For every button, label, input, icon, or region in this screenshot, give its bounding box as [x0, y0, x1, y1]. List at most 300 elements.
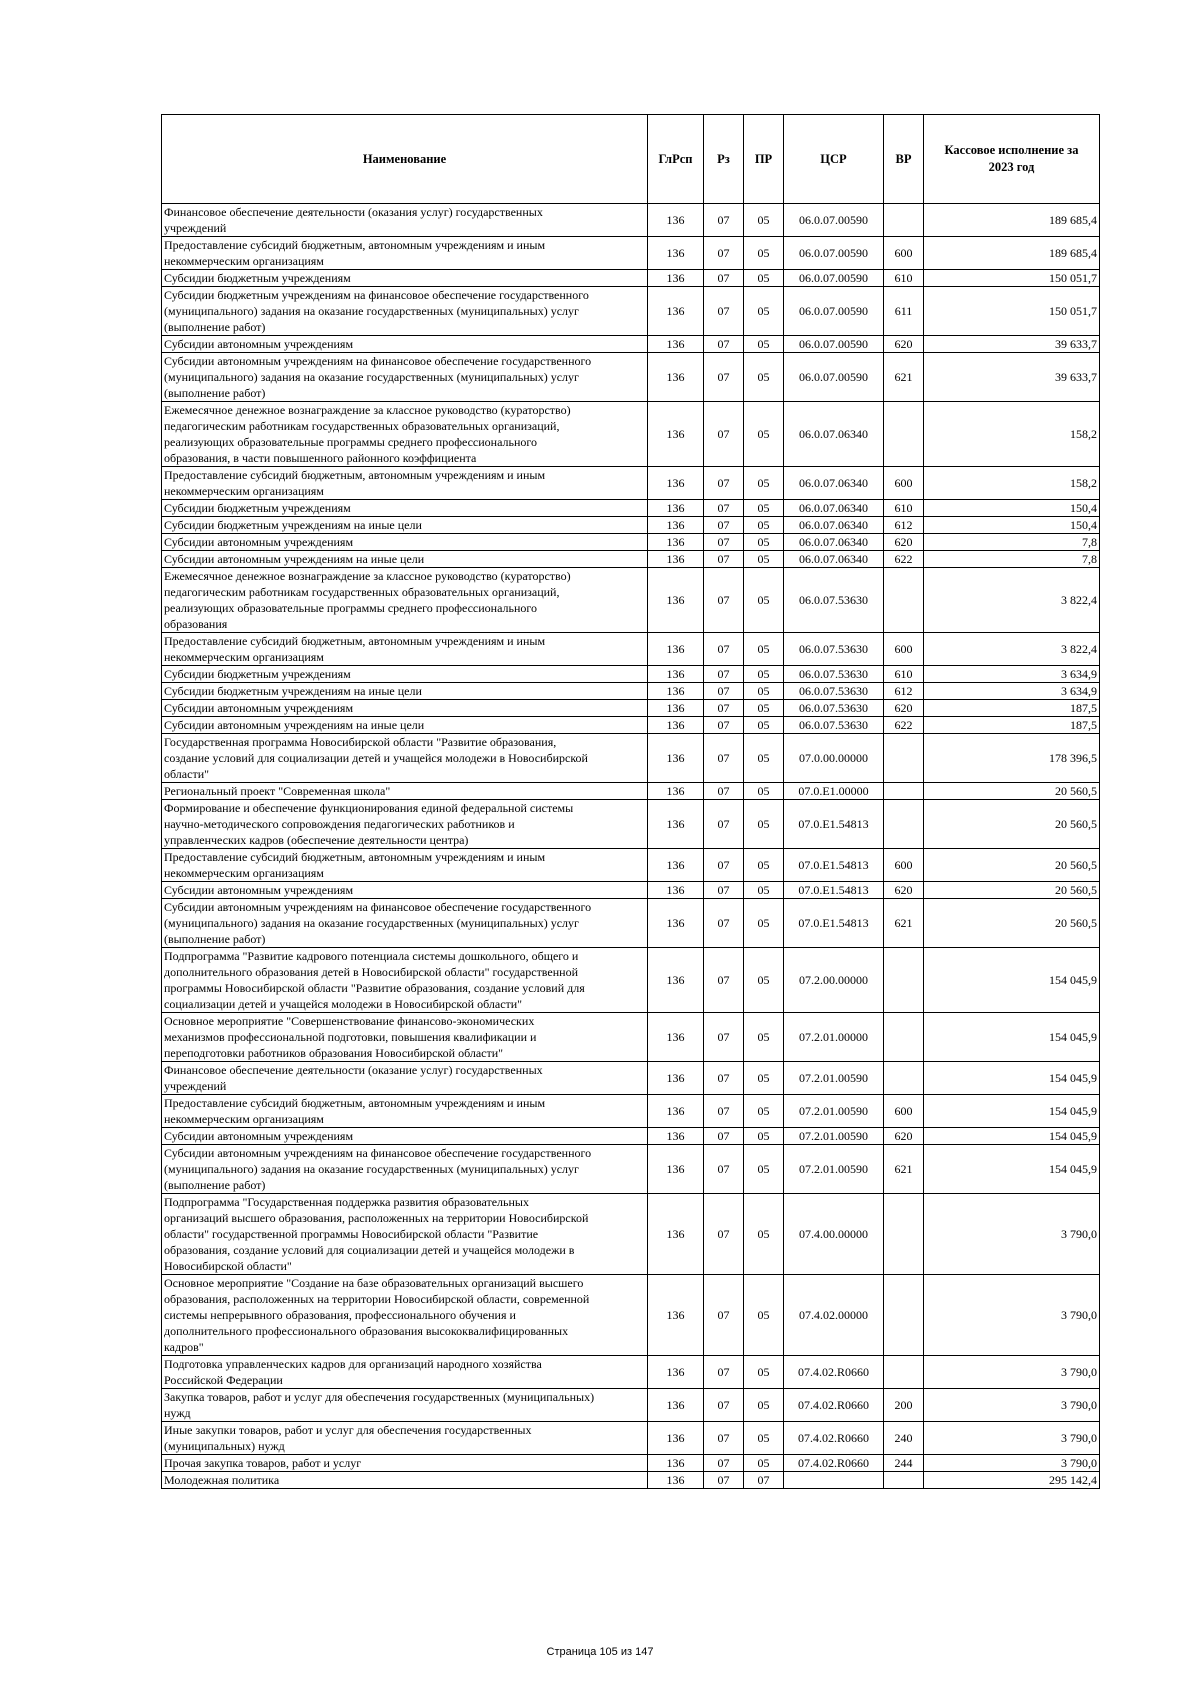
cell-glrsp: 136	[648, 899, 704, 948]
header-vr: ВР	[884, 115, 924, 204]
cell-csr: 07.4.02.00000	[784, 1275, 884, 1356]
cell-vr: 600	[884, 633, 924, 666]
cell-amount: 295 142,4	[924, 1472, 1100, 1489]
cell-glrsp: 136	[648, 734, 704, 783]
cell-vr	[884, 1275, 924, 1356]
cell-csr: 07.0.E1.54813	[784, 849, 884, 882]
cell-glrsp: 136	[648, 1062, 704, 1095]
cell-glrsp: 136	[648, 568, 704, 633]
table-row	[162, 551, 1100, 568]
table-row	[162, 500, 1100, 517]
cell-glrsp: 136	[648, 402, 704, 467]
cell-glrsp: 136	[648, 500, 704, 517]
cell-vr: 610	[884, 500, 924, 517]
cell-amount: 3 790,0	[924, 1275, 1100, 1356]
cell-name: Предоставление субсидий бюджетным, автономным учреждениям и иным некоммерческим организациям	[162, 237, 648, 270]
cell-amount: 20 560,5	[924, 783, 1100, 800]
cell-name: Субсидии автономным учреждениям на финансовое обеспечение государственного (муниципального) задания на оказание государственных (муниципальных) услуг (выполнение работ)	[162, 353, 648, 402]
cell-vr	[884, 568, 924, 633]
table-row	[162, 849, 1100, 882]
cell-rz: 07	[704, 849, 744, 882]
cell-glrsp: 136	[648, 666, 704, 683]
cell-name: Основное мероприятие "Создание на базе образовательных организаций высшего образования, расположенных на территории Новосибирской области, современной системы непрерывного образования, профессионального обучения и дополнительного профессионального образования высококвалифицированных кадров"	[162, 1275, 648, 1356]
cell-pr: 05	[744, 1194, 784, 1275]
cell-pr: 05	[744, 1013, 784, 1062]
cell-vr: 622	[884, 551, 924, 568]
cell-pr: 05	[744, 237, 784, 270]
header-csr: ЦСР	[784, 115, 884, 204]
cell-amount: 187,5	[924, 717, 1100, 734]
cell-pr: 05	[744, 204, 784, 237]
cell-rz: 07	[704, 336, 744, 353]
cell-rz: 07	[704, 568, 744, 633]
cell-rz: 07	[704, 1472, 744, 1489]
cell-vr: 600	[884, 1095, 924, 1128]
cell-name: Ежемесячное денежное вознаграждение за классное руководство (кураторство) педагогическим работникам государственных образовательных организаций, реализующих образовательные программы среднего профессионального образования, в части повышенного районного коэффициента	[162, 402, 648, 467]
cell-glrsp: 136	[648, 633, 704, 666]
cell-glrsp: 136	[648, 534, 704, 551]
table-row	[162, 882, 1100, 899]
cell-csr: 06.0.07.06340	[784, 500, 884, 517]
cell-glrsp: 136	[648, 353, 704, 402]
cell-rz: 07	[704, 204, 744, 237]
cell-csr: 07.2.00.00000	[784, 948, 884, 1013]
table-row	[162, 1128, 1100, 1145]
cell-pr: 05	[744, 402, 784, 467]
cell-glrsp: 136	[648, 336, 704, 353]
cell-pr: 05	[744, 717, 784, 734]
cell-rz: 07	[704, 467, 744, 500]
cell-name: Субсидии автономным учреждениям на иные цели	[162, 551, 648, 568]
cell-amount: 3 790,0	[924, 1356, 1100, 1389]
table-row	[162, 1194, 1100, 1275]
cell-vr	[884, 402, 924, 467]
cell-vr	[884, 204, 924, 237]
table-row	[162, 1145, 1100, 1194]
cell-amount: 3 790,0	[924, 1194, 1100, 1275]
cell-vr	[884, 734, 924, 783]
header-name: Наименование	[162, 115, 648, 204]
cell-name: Субсидии бюджетным учреждениям на финансовое обеспечение государственного (муниципального) задания на оказание государственных (муниципальных) услуг (выполнение работ)	[162, 287, 648, 336]
cell-vr: 600	[884, 237, 924, 270]
cell-amount: 39 633,7	[924, 336, 1100, 353]
cell-pr: 05	[744, 287, 784, 336]
cell-glrsp: 136	[648, 882, 704, 899]
cell-csr: 07.0.00.00000	[784, 734, 884, 783]
cell-name: Подпрограмма "Государственная поддержка развития образовательных организаций высшего образования, расположенных на территории Новосибирской области" государственной программы Новосибирской области "Развитие образования, создание условий для социализации детей и учащейся молодежи в Новосибирской области"	[162, 1194, 648, 1275]
cell-amount: 158,2	[924, 467, 1100, 500]
header-rz: Рз	[704, 115, 744, 204]
cell-name: Подпрограмма "Развитие кадрового потенциала системы дошкольного, общего и дополнительного образования детей в Новосибирской области" государственной программы Новосибирской области "Развитие образования, создание условий для социализации детей и учащейся молодежи в Новосибирской области"	[162, 948, 648, 1013]
cell-glrsp: 136	[648, 783, 704, 800]
cell-vr: 620	[884, 336, 924, 353]
cell-name: Субсидии бюджетным учреждениям на иные цели	[162, 683, 648, 700]
cell-pr: 05	[744, 353, 784, 402]
cell-vr	[884, 1013, 924, 1062]
table-row	[162, 1422, 1100, 1455]
cell-amount: 189 685,4	[924, 204, 1100, 237]
cell-vr: 612	[884, 517, 924, 534]
cell-csr: 07.0.E1.00000	[784, 783, 884, 800]
cell-rz: 07	[704, 1275, 744, 1356]
cell-rz: 07	[704, 1062, 744, 1095]
table-row	[162, 534, 1100, 551]
cell-glrsp: 136	[648, 1422, 704, 1455]
cell-name: Субсидии бюджетным учреждениям на иные цели	[162, 517, 648, 534]
cell-csr: 06.0.07.00590	[784, 336, 884, 353]
cell-pr: 05	[744, 882, 784, 899]
cell-name: Субсидии автономным учреждениям на финансовое обеспечение государственного (муниципального) задания на оказание государственных (муниципальных) услуг (выполнение работ)	[162, 1145, 648, 1194]
cell-amount: 3 822,4	[924, 633, 1100, 666]
table-row	[162, 700, 1100, 717]
cell-csr: 07.4.02.R0660	[784, 1455, 884, 1472]
header-amount: Кассовое исполнение за 2023 год	[924, 115, 1100, 204]
cell-vr: 244	[884, 1455, 924, 1472]
cell-csr: 07.0.E1.54813	[784, 899, 884, 948]
cell-csr: 07.2.01.00000	[784, 1013, 884, 1062]
cell-amount: 3 634,9	[924, 683, 1100, 700]
cell-vr	[884, 1194, 924, 1275]
cell-pr: 05	[744, 1422, 784, 1455]
cell-csr: 06.0.07.53630	[784, 633, 884, 666]
cell-vr	[884, 1062, 924, 1095]
cell-glrsp: 136	[648, 467, 704, 500]
cell-vr: 610	[884, 666, 924, 683]
cell-csr: 06.0.07.00590	[784, 270, 884, 287]
cell-csr	[784, 1472, 884, 1489]
cell-amount: 154 045,9	[924, 948, 1100, 1013]
cell-csr: 07.4.00.00000	[784, 1194, 884, 1275]
cell-rz: 07	[704, 402, 744, 467]
header-glrsp: ГлРсп	[648, 115, 704, 204]
cell-name: Субсидии бюджетным учреждениям	[162, 270, 648, 287]
cell-amount: 187,5	[924, 700, 1100, 717]
cell-rz: 07	[704, 500, 744, 517]
cell-name: Основное мероприятие "Совершенствование финансово-экономических механизмов профессиональной подготовки, повышения квалификации и переподготовки работников образования Новосибирской области"	[162, 1013, 648, 1062]
header-pr: ПР	[744, 115, 784, 204]
cell-pr: 05	[744, 849, 784, 882]
cell-vr: 612	[884, 683, 924, 700]
cell-glrsp: 136	[648, 1356, 704, 1389]
cell-rz: 07	[704, 683, 744, 700]
cell-csr: 07.2.01.00590	[784, 1145, 884, 1194]
cell-rz: 07	[704, 353, 744, 402]
cell-csr: 06.0.07.06340	[784, 402, 884, 467]
cell-csr: 06.0.07.06340	[784, 467, 884, 500]
cell-pr: 07	[744, 1472, 784, 1489]
table-row	[162, 717, 1100, 734]
cell-name: Субсидии автономным учреждениям	[162, 700, 648, 717]
cell-glrsp: 136	[648, 204, 704, 237]
cell-name: Субсидии автономным учреждениям	[162, 336, 648, 353]
cell-amount: 154 045,9	[924, 1145, 1100, 1194]
cell-csr: 07.0.E1.54813	[784, 882, 884, 899]
cell-csr: 06.0.07.00590	[784, 287, 884, 336]
cell-amount: 20 560,5	[924, 849, 1100, 882]
cell-glrsp: 136	[648, 517, 704, 534]
cell-rz: 07	[704, 717, 744, 734]
cell-glrsp: 136	[648, 287, 704, 336]
cell-amount: 20 560,5	[924, 800, 1100, 849]
table-row	[162, 800, 1100, 849]
table-row	[162, 270, 1100, 287]
cell-amount: 154 045,9	[924, 1095, 1100, 1128]
cell-pr: 05	[744, 1145, 784, 1194]
table-row	[162, 1389, 1100, 1422]
cell-pr: 05	[744, 1389, 784, 1422]
cell-amount: 154 045,9	[924, 1128, 1100, 1145]
cell-csr: 06.0.07.00590	[784, 353, 884, 402]
cell-vr	[884, 1472, 924, 1489]
cell-name: Региональный проект "Современная школа"	[162, 783, 648, 800]
cell-glrsp: 136	[648, 800, 704, 849]
cell-glrsp: 136	[648, 849, 704, 882]
cell-glrsp: 136	[648, 270, 704, 287]
cell-csr: 07.4.02.R0660	[784, 1422, 884, 1455]
cell-pr: 05	[744, 517, 784, 534]
cell-rz: 07	[704, 633, 744, 666]
cell-vr: 600	[884, 467, 924, 500]
cell-pr: 05	[744, 666, 784, 683]
cell-pr: 05	[744, 1356, 784, 1389]
cell-vr	[884, 948, 924, 1013]
cell-name: Формирование и обеспечение функционирования единой федеральной системы научно-методического сопровождения педагогических работников и управленческих кадров (обеспечение деятельности центра)	[162, 800, 648, 849]
cell-csr: 06.0.07.53630	[784, 683, 884, 700]
table-row	[162, 287, 1100, 336]
cell-glrsp: 136	[648, 1275, 704, 1356]
cell-name: Субсидии бюджетным учреждениям	[162, 500, 648, 517]
budget-table	[161, 114, 1100, 1489]
cell-glrsp: 136	[648, 1389, 704, 1422]
cell-amount: 150,4	[924, 517, 1100, 534]
table-row	[162, 1472, 1100, 1489]
cell-pr: 05	[744, 800, 784, 849]
cell-pr: 05	[744, 1062, 784, 1095]
cell-amount: 39 633,7	[924, 353, 1100, 402]
cell-glrsp: 136	[648, 1455, 704, 1472]
cell-name: Подготовка управленческих кадров для организаций народного хозяйства Российской Федерации	[162, 1356, 648, 1389]
cell-glrsp: 136	[648, 1145, 704, 1194]
cell-name: Молодежная политика	[162, 1472, 648, 1489]
cell-pr: 05	[744, 568, 784, 633]
cell-vr: 621	[884, 1145, 924, 1194]
cell-csr: 06.0.07.00590	[784, 237, 884, 270]
cell-vr	[884, 800, 924, 849]
cell-glrsp: 136	[648, 683, 704, 700]
cell-glrsp: 136	[648, 1013, 704, 1062]
cell-vr: 240	[884, 1422, 924, 1455]
cell-rz: 07	[704, 700, 744, 717]
table-row	[162, 666, 1100, 683]
table-row	[162, 568, 1100, 633]
table-row	[162, 683, 1100, 700]
cell-vr: 621	[884, 353, 924, 402]
cell-glrsp: 136	[648, 700, 704, 717]
cell-amount: 158,2	[924, 402, 1100, 467]
cell-pr: 05	[744, 1455, 784, 1472]
cell-csr: 06.0.07.53630	[784, 700, 884, 717]
cell-rz: 07	[704, 948, 744, 1013]
cell-rz: 07	[704, 1013, 744, 1062]
table-row	[162, 1455, 1100, 1472]
cell-vr: 200	[884, 1389, 924, 1422]
cell-glrsp: 136	[648, 948, 704, 1013]
cell-name: Субсидии автономным учреждениям	[162, 882, 648, 899]
cell-name: Субсидии автономным учреждениям на иные цели	[162, 717, 648, 734]
page-footer: Страница 105 из 147	[546, 1646, 654, 1658]
cell-name: Субсидии автономным учреждениям на финансовое обеспечение государственного (муниципального) задания на оказание государственных (муниципальных) услуг (выполнение работ)	[162, 899, 648, 948]
cell-rz: 07	[704, 287, 744, 336]
cell-amount: 20 560,5	[924, 899, 1100, 948]
cell-vr: 620	[884, 534, 924, 551]
cell-pr: 05	[744, 467, 784, 500]
table-row	[162, 467, 1100, 500]
cell-pr: 05	[744, 633, 784, 666]
cell-rz: 07	[704, 270, 744, 287]
cell-vr: 621	[884, 899, 924, 948]
cell-amount: 189 685,4	[924, 237, 1100, 270]
cell-rz: 07	[704, 517, 744, 534]
cell-name: Ежемесячное денежное вознаграждение за классное руководство (кураторство) педагогическим работникам государственных образовательных организаций, реализующих образовательные программы среднего профессионального образования	[162, 568, 648, 633]
table-row	[162, 402, 1100, 467]
cell-pr: 05	[744, 700, 784, 717]
cell-name: Предоставление субсидий бюджетным, автономным учреждениям и иным некоммерческим организациям	[162, 849, 648, 882]
table-row	[162, 633, 1100, 666]
cell-rz: 07	[704, 1389, 744, 1422]
cell-csr: 07.4.02.R0660	[784, 1389, 884, 1422]
cell-pr: 05	[744, 1095, 784, 1128]
cell-rz: 07	[704, 551, 744, 568]
table-row	[162, 899, 1100, 948]
table-row	[162, 1095, 1100, 1128]
cell-name: Предоставление субсидий бюджетным, автономным учреждениям и иным некоммерческим организациям	[162, 633, 648, 666]
cell-csr: 07.2.01.00590	[784, 1095, 884, 1128]
cell-amount: 150 051,7	[924, 287, 1100, 336]
cell-rz: 07	[704, 734, 744, 783]
cell-amount: 3 634,9	[924, 666, 1100, 683]
cell-rz: 07	[704, 882, 744, 899]
table-header-row	[162, 115, 1100, 204]
cell-pr: 05	[744, 683, 784, 700]
cell-rz: 07	[704, 666, 744, 683]
cell-pr: 05	[744, 783, 784, 800]
cell-rz: 07	[704, 1128, 744, 1145]
cell-rz: 07	[704, 534, 744, 551]
cell-glrsp: 136	[648, 237, 704, 270]
cell-pr: 05	[744, 534, 784, 551]
cell-vr	[884, 1356, 924, 1389]
cell-vr: 620	[884, 882, 924, 899]
cell-amount: 3 790,0	[924, 1389, 1100, 1422]
cell-glrsp: 136	[648, 1194, 704, 1275]
cell-pr: 05	[744, 551, 784, 568]
cell-name: Субсидии автономным учреждениям	[162, 534, 648, 551]
table-row	[162, 517, 1100, 534]
cell-pr: 05	[744, 1128, 784, 1145]
cell-rz: 07	[704, 800, 744, 849]
cell-csr: 07.2.01.00590	[784, 1062, 884, 1095]
cell-rz: 07	[704, 899, 744, 948]
cell-csr: 06.0.07.06340	[784, 517, 884, 534]
cell-rz: 07	[704, 1145, 744, 1194]
cell-name: Финансовое обеспечение деятельности (оказания услуг) государственных учреждений	[162, 204, 648, 237]
table-row	[162, 237, 1100, 270]
cell-amount: 150 051,7	[924, 270, 1100, 287]
table-row	[162, 204, 1100, 237]
cell-glrsp: 136	[648, 1472, 704, 1489]
cell-pr: 05	[744, 270, 784, 287]
cell-amount: 3 822,4	[924, 568, 1100, 633]
cell-glrsp: 136	[648, 551, 704, 568]
cell-rz: 07	[704, 1095, 744, 1128]
cell-vr: 610	[884, 270, 924, 287]
cell-csr: 06.0.07.53630	[784, 568, 884, 633]
cell-rz: 07	[704, 237, 744, 270]
cell-name: Иные закупки товаров, работ и услуг для обеспечения государственных (муниципальных) нужд	[162, 1422, 648, 1455]
cell-amount: 3 790,0	[924, 1422, 1100, 1455]
cell-pr: 05	[744, 1275, 784, 1356]
cell-amount: 7,8	[924, 551, 1100, 568]
cell-csr: 07.2.01.00590	[784, 1128, 884, 1145]
cell-amount: 150,4	[924, 500, 1100, 517]
cell-glrsp: 136	[648, 1128, 704, 1145]
cell-vr: 620	[884, 1128, 924, 1145]
cell-amount: 178 396,5	[924, 734, 1100, 783]
table-row	[162, 353, 1100, 402]
cell-vr	[884, 783, 924, 800]
cell-name: Государственная программа Новосибирской области "Развитие образования, создание условий для социализации детей и учащейся молодежи в Новосибирской области"	[162, 734, 648, 783]
cell-glrsp: 136	[648, 717, 704, 734]
cell-name: Прочая закупка товаров, работ и услуг	[162, 1455, 648, 1472]
cell-vr: 600	[884, 849, 924, 882]
table-row	[162, 1275, 1100, 1356]
cell-pr: 05	[744, 734, 784, 783]
cell-rz: 07	[704, 1455, 744, 1472]
cell-vr: 620	[884, 700, 924, 717]
cell-vr: 611	[884, 287, 924, 336]
table-row	[162, 1062, 1100, 1095]
cell-pr: 05	[744, 336, 784, 353]
cell-csr: 07.0.E1.54813	[784, 800, 884, 849]
cell-rz: 07	[704, 1356, 744, 1389]
cell-csr: 06.0.07.53630	[784, 666, 884, 683]
cell-amount: 3 790,0	[924, 1455, 1100, 1472]
cell-pr: 05	[744, 899, 784, 948]
cell-rz: 07	[704, 1194, 744, 1275]
cell-rz: 07	[704, 1422, 744, 1455]
cell-vr: 622	[884, 717, 924, 734]
table-row	[162, 948, 1100, 1013]
table-row	[162, 336, 1100, 353]
table-row	[162, 1356, 1100, 1389]
cell-csr: 06.0.07.00590	[784, 204, 884, 237]
cell-pr: 05	[744, 500, 784, 517]
cell-csr: 06.0.07.53630	[784, 717, 884, 734]
cell-csr: 06.0.07.06340	[784, 534, 884, 551]
table-row	[162, 783, 1100, 800]
cell-amount: 20 560,5	[924, 882, 1100, 899]
cell-amount: 7,8	[924, 534, 1100, 551]
cell-name: Субсидии бюджетным учреждениям	[162, 666, 648, 683]
cell-amount: 154 045,9	[924, 1062, 1100, 1095]
cell-csr: 06.0.07.06340	[784, 551, 884, 568]
cell-name: Предоставление субсидий бюджетным, автономным учреждениям и иным некоммерческим организациям	[162, 467, 648, 500]
cell-rz: 07	[704, 783, 744, 800]
cell-name: Предоставление субсидий бюджетным, автономным учреждениям и иным некоммерческим организациям	[162, 1095, 648, 1128]
table-row	[162, 734, 1100, 783]
cell-amount: 154 045,9	[924, 1013, 1100, 1062]
cell-name: Закупка товаров, работ и услуг для обеспечения государственных (муниципальных) нужд	[162, 1389, 648, 1422]
